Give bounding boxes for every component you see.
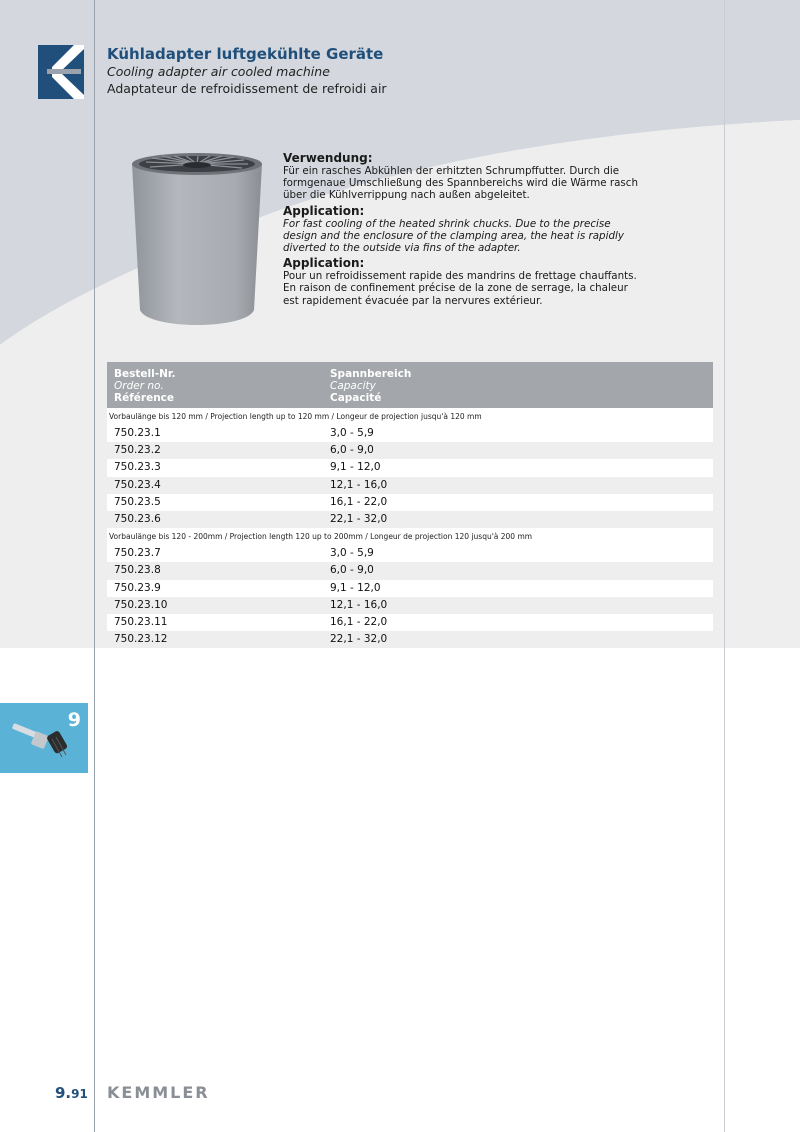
capacity-value: 12,1 - 16,0 bbox=[330, 598, 388, 611]
page-number bbox=[55, 1084, 88, 1102]
header-capacity-fr: Capacité bbox=[330, 392, 382, 404]
header-order-de: Bestell-Nr. bbox=[114, 368, 176, 380]
table-row bbox=[107, 562, 713, 579]
order-number: 750.23.12 bbox=[114, 633, 168, 646]
order-number: 750.23.2 bbox=[114, 444, 161, 457]
header-order-column bbox=[114, 368, 176, 404]
table-row bbox=[107, 511, 713, 528]
section-tab-9[interactable] bbox=[0, 703, 88, 773]
usage-text-french: Pour un refroidissement rapide des mandrins de frettage chauffants. En raison de confinement précise de la zone de serrage, la chaleur est rapidement évacuée par la nervures extérieur. bbox=[283, 270, 637, 307]
page-number-minor: 91 bbox=[71, 1087, 88, 1101]
capacity-value: 16,1 - 22,0 bbox=[330, 495, 388, 508]
group-note: Vorbaulänge bis 120 mm / Projection length up to 120 mm / Longeur de projection jusqu'à 120 mm bbox=[107, 408, 713, 425]
kemmler-k-logo-icon bbox=[38, 45, 84, 99]
usage-heading-english: Application: bbox=[283, 203, 365, 218]
table-header bbox=[107, 362, 713, 408]
capacity-value: 9,1 - 12,0 bbox=[330, 581, 381, 594]
order-number: 750.23.7 bbox=[114, 547, 161, 560]
table-row bbox=[107, 614, 713, 631]
capacity-value: 16,1 - 22,0 bbox=[330, 615, 388, 628]
header-order-en: Order no. bbox=[114, 380, 164, 392]
order-number: 750.23.6 bbox=[114, 512, 161, 525]
capacity-value: 6,0 - 9,0 bbox=[330, 564, 374, 577]
section-number: 9 bbox=[67, 709, 81, 731]
header-capacity-en: Capacity bbox=[330, 380, 376, 392]
order-number: 750.23.5 bbox=[114, 495, 161, 508]
usage-heading-french: Application: bbox=[283, 256, 365, 271]
header-capacity-column bbox=[330, 368, 411, 404]
table-row bbox=[107, 580, 713, 597]
header-order-fr: Référence bbox=[114, 392, 175, 404]
right-margin-line bbox=[724, 0, 725, 1132]
capacity-value: 9,1 - 12,0 bbox=[330, 461, 381, 474]
table-row bbox=[107, 494, 713, 511]
left-margin-line bbox=[94, 0, 95, 1132]
order-number: 750.23.1 bbox=[114, 427, 161, 439]
order-number: 750.23.4 bbox=[114, 478, 161, 491]
cooling-adapter-image bbox=[128, 150, 266, 328]
capacity-value: 22,1 - 32,0 bbox=[330, 633, 388, 646]
table-row bbox=[107, 477, 713, 494]
table-row bbox=[107, 459, 713, 476]
order-number: 750.23.3 bbox=[114, 461, 161, 474]
table-row bbox=[107, 425, 713, 442]
usage-text-english: For fast cooling of the heated shrink chucks. Due to the precise design and the enclosure of the clamping area, the heat is rapidly diverted to the outside via fins of the adapter. bbox=[283, 217, 624, 255]
order-number: 750.23.8 bbox=[114, 564, 161, 577]
brand-name: KEMMLER bbox=[107, 1083, 210, 1102]
usage-heading-german: Verwendung: bbox=[283, 151, 373, 165]
description-block bbox=[283, 151, 643, 309]
table-row bbox=[107, 545, 713, 562]
capacity-value: 6,0 - 9,0 bbox=[330, 444, 374, 457]
table-row bbox=[107, 442, 713, 459]
title-english: Cooling adapter air cooled machine bbox=[107, 64, 330, 79]
page-number-major: 9. bbox=[55, 1084, 72, 1102]
title-french: Adaptateur de refroidissement de refroidi air bbox=[107, 81, 387, 96]
capacity-value: 3,0 - 5,9 bbox=[330, 547, 374, 560]
order-number: 750.23.11 bbox=[114, 615, 168, 628]
order-number: 750.23.10 bbox=[114, 598, 168, 611]
usage-text-german: Für ein rasches Abkühlen der erhitzten Schrumpffutter. Durch die formgenaue Umschließung des Spannbereichs wird die Wärme rasch über die Kühlverrippung nach außen abgeleitet. bbox=[283, 165, 638, 202]
header-capacity-de: Spannbereich bbox=[330, 368, 412, 380]
table-row bbox=[107, 631, 713, 648]
order-number: 750.23.9 bbox=[114, 581, 161, 594]
group-note: Vorbaulänge bis 120 - 200mm / Projection length 120 up to 200mm / Longeur de projection 120 jusqu'à 200 mm bbox=[107, 528, 713, 545]
capacity-value: 3,0 - 5,9 bbox=[330, 427, 374, 439]
capacity-value: 22,1 - 32,0 bbox=[330, 512, 388, 525]
title-block bbox=[107, 45, 387, 97]
capacity-value: 12,1 - 16,0 bbox=[330, 478, 388, 491]
order-table bbox=[107, 362, 713, 648]
title-german: Kühladapter luftgekühlte Geräte bbox=[107, 45, 384, 63]
table-row bbox=[107, 597, 713, 614]
